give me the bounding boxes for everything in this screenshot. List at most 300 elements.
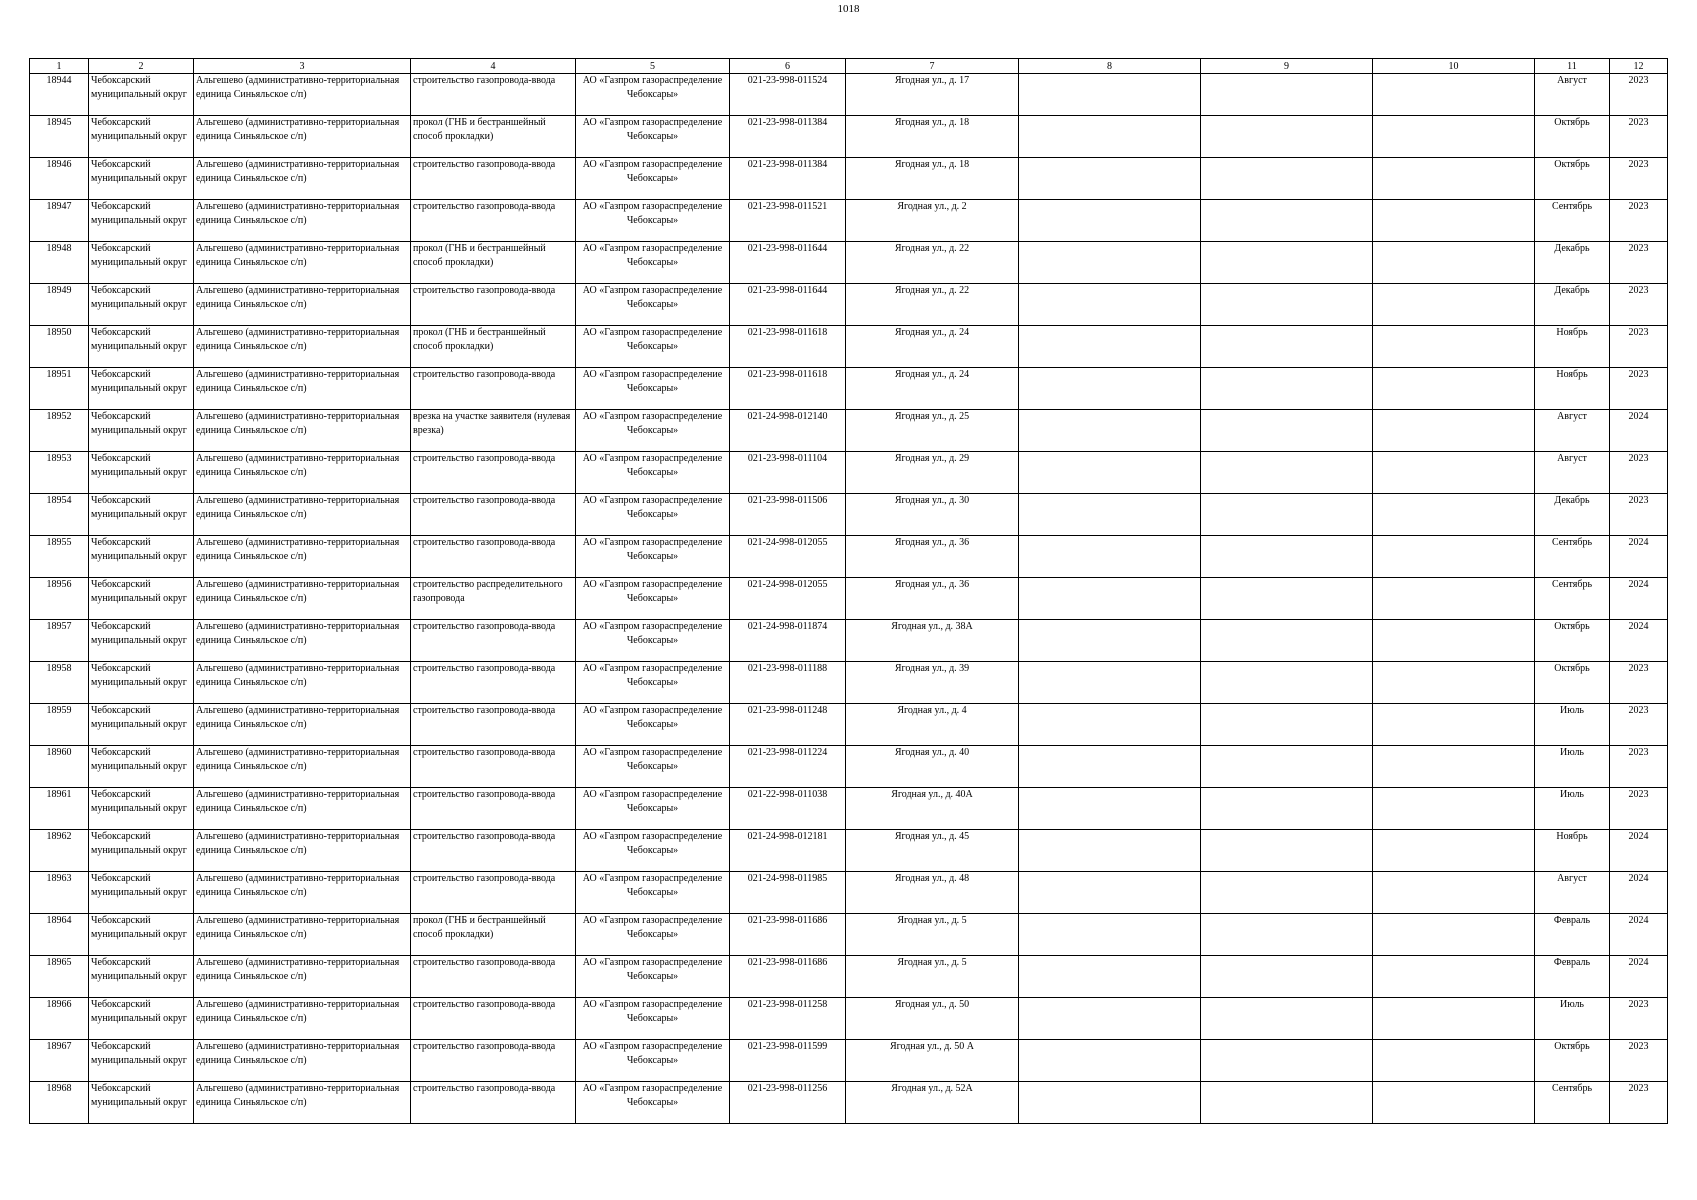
row-number-text: 18958 (46, 663, 72, 674)
address-cell-text: Ягодная ул., д. 17 (894, 75, 970, 86)
year-cell (1610, 242, 1668, 284)
column-10-cell-text (1375, 956, 1532, 997)
year-cell-text: 2023 (1628, 1041, 1649, 1052)
district-cell-text: Чебоксарский муниципальный округ (91, 663, 187, 688)
organization-cell-text: АО «Газпром газораспределение Чебоксары» (582, 453, 723, 478)
district-cell-text: Чебоксарский муниципальный округ (91, 285, 187, 310)
locality-cell-text: Альгешево (административно-территориальная единица Синьяльское с/п) (196, 705, 400, 730)
table-row (30, 200, 1668, 242)
row-number-text: 18959 (46, 705, 72, 716)
column-9-cell-text (1203, 578, 1370, 619)
column-8-cell-text (1021, 662, 1198, 703)
application-code-cell-text: 021-23-998-011599 (747, 1041, 828, 1052)
year-cell (1610, 1040, 1668, 1082)
address-cell (846, 368, 1019, 410)
organization-cell (576, 368, 730, 410)
year-cell (1610, 746, 1668, 788)
district-cell (89, 1040, 194, 1082)
column-8-cell (1019, 1082, 1201, 1124)
locality-cell-text: Альгешево (административно-территориальная единица Синьяльское с/п) (196, 663, 400, 688)
column-8-cell (1019, 662, 1201, 704)
organization-cell-text: АО «Газпром газораспределение Чебоксары» (582, 537, 723, 562)
year-cell (1610, 788, 1668, 830)
column-9-cell (1201, 368, 1373, 410)
application-code-cell (730, 998, 846, 1040)
column-8-cell (1019, 74, 1201, 116)
work-type-cell (411, 284, 576, 326)
column-header: 12 (1610, 59, 1668, 74)
year-cell (1610, 578, 1668, 620)
application-code-cell (730, 452, 846, 494)
column-8-cell (1019, 788, 1201, 830)
organization-cell (576, 578, 730, 620)
row-number-text: 18962 (46, 831, 72, 842)
year-cell (1610, 74, 1668, 116)
address-cell (846, 914, 1019, 956)
work-type-cell-text: прокол (ГНБ и бестраншейный способ прокладки) (413, 243, 546, 268)
organization-cell-text: АО «Газпром газораспределение Чебоксары» (582, 831, 723, 856)
application-code-cell (730, 704, 846, 746)
application-code-cell (730, 746, 846, 788)
locality-cell (194, 662, 411, 704)
address-cell-text: Ягодная ул., д. 39 (894, 663, 970, 674)
table-row (30, 704, 1668, 746)
column-10-cell (1373, 158, 1535, 200)
column-8-cell-text (1021, 578, 1198, 619)
district-cell-text: Чебоксарский муниципальный округ (91, 747, 187, 772)
month-cell (1535, 74, 1610, 116)
table-row (30, 284, 1668, 326)
address-cell-text: Ягодная ул., д. 25 (894, 411, 970, 422)
locality-cell-text: Альгешево (административно-территориальная единица Синьяльское с/п) (196, 747, 400, 772)
address-cell (846, 410, 1019, 452)
row-number-text: 18967 (46, 1041, 72, 1052)
row-number-text: 18960 (46, 747, 72, 758)
district-cell-text: Чебоксарский муниципальный округ (91, 369, 187, 394)
column-header: 4 (411, 59, 576, 74)
organization-cell-text: АО «Газпром газораспределение Чебоксары» (582, 411, 723, 436)
column-header: 6 (730, 59, 846, 74)
application-code-cell-text: 021-23-998-011506 (747, 495, 828, 506)
month-cell-text: Октябрь (1554, 1041, 1590, 1052)
month-cell (1535, 116, 1610, 158)
column-9-cell-text (1203, 746, 1370, 787)
organization-cell (576, 452, 730, 494)
application-code-cell (730, 200, 846, 242)
address-cell-text: Ягодная ул., д. 22 (894, 285, 970, 296)
work-type-cell (411, 242, 576, 284)
address-cell (846, 578, 1019, 620)
application-code-cell-text: 021-24-998-012055 (747, 537, 828, 548)
row-number-text: 18955 (46, 537, 72, 548)
district-cell-text: Чебоксарский муниципальный округ (91, 873, 187, 898)
column-10-cell (1373, 242, 1535, 284)
work-type-cell-text: строительство газопровода-ввода (413, 159, 556, 170)
district-cell (89, 578, 194, 620)
organization-cell (576, 620, 730, 662)
column-10-cell-text (1375, 704, 1532, 745)
application-code-cell-text: 021-24-998-011874 (747, 621, 828, 632)
column-8-cell (1019, 410, 1201, 452)
row-number-text: 18963 (46, 873, 72, 884)
district-cell-text: Чебоксарский муниципальный округ (91, 201, 187, 226)
locality-cell (194, 242, 411, 284)
row-number (30, 872, 89, 914)
row-number (30, 830, 89, 872)
row-number (30, 1082, 89, 1124)
district-cell-text: Чебоксарский муниципальный округ (91, 999, 187, 1024)
application-code-cell-text: 021-23-998-011686 (747, 957, 828, 968)
year-cell-text: 2023 (1628, 495, 1649, 506)
year-cell (1610, 410, 1668, 452)
district-cell-text: Чебоксарский муниципальный округ (91, 1083, 187, 1108)
district-cell (89, 410, 194, 452)
organization-cell (576, 116, 730, 158)
row-number (30, 452, 89, 494)
column-8-cell (1019, 242, 1201, 284)
work-type-cell-text: строительство газопровода-ввода (413, 957, 556, 968)
work-type-cell-text: строительство газопровода-ввода (413, 495, 556, 506)
locality-cell-text: Альгешево (административно-территориальная единица Синьяльское с/п) (196, 117, 400, 142)
application-code-cell-text: 021-23-998-011224 (747, 747, 828, 758)
table-row (30, 998, 1668, 1040)
district-cell (89, 704, 194, 746)
work-type-cell-text: врезка на участке заявителя (нулевая врезка) (413, 411, 571, 436)
column-10-cell (1373, 746, 1535, 788)
table-row (30, 1082, 1668, 1124)
table-row (30, 452, 1668, 494)
month-cell-text: Август (1557, 873, 1587, 884)
column-9-cell (1201, 200, 1373, 242)
district-cell (89, 452, 194, 494)
work-type-cell (411, 1082, 576, 1124)
work-type-cell (411, 914, 576, 956)
column-10-cell-text (1375, 1040, 1532, 1081)
application-code-cell (730, 410, 846, 452)
column-9-cell (1201, 74, 1373, 116)
month-cell-text: Ноябрь (1556, 327, 1588, 338)
district-cell (89, 158, 194, 200)
locality-cell (194, 410, 411, 452)
work-type-cell-text: строительство газопровода-ввода (413, 999, 556, 1010)
organization-cell-text: АО «Газпром газораспределение Чебоксары» (582, 915, 723, 940)
organization-cell (576, 326, 730, 368)
year-cell (1610, 368, 1668, 410)
locality-cell (194, 788, 411, 830)
column-8-cell-text (1021, 704, 1198, 745)
address-cell-text: Ягодная ул., д. 24 (894, 369, 970, 380)
table-row (30, 536, 1668, 578)
column-8-cell-text (1021, 494, 1198, 535)
address-cell (846, 1082, 1019, 1124)
application-code-cell-text: 021-23-998-011686 (747, 915, 828, 926)
work-type-cell-text: строительство газопровода-ввода (413, 1041, 556, 1052)
locality-cell (194, 326, 411, 368)
column-10-cell-text (1375, 662, 1532, 703)
address-cell (846, 620, 1019, 662)
locality-cell (194, 368, 411, 410)
month-cell-text: Февраль (1553, 957, 1591, 968)
organization-cell-text: АО «Газпром газораспределение Чебоксары» (582, 999, 723, 1024)
organization-cell-text: АО «Газпром газораспределение Чебоксары» (582, 663, 723, 688)
work-type-cell (411, 158, 576, 200)
month-cell-text: Ноябрь (1556, 369, 1588, 380)
year-cell-text: 2023 (1628, 369, 1649, 380)
work-type-cell (411, 578, 576, 620)
locality-cell-text: Альгешево (административно-территориальная единица Синьяльское с/п) (196, 999, 400, 1024)
month-cell (1535, 494, 1610, 536)
column-9-cell-text (1203, 704, 1370, 745)
locality-cell-text: Альгешево (административно-территориальная единица Синьяльское с/п) (196, 1083, 400, 1108)
application-code-cell (730, 74, 846, 116)
address-cell (846, 1040, 1019, 1082)
address-cell (846, 326, 1019, 368)
row-number-text: 18947 (46, 201, 72, 212)
district-cell (89, 74, 194, 116)
row-number (30, 326, 89, 368)
address-cell (846, 704, 1019, 746)
work-type-cell (411, 830, 576, 872)
locality-cell-text: Альгешево (административно-территориальная единица Синьяльское с/п) (196, 789, 400, 814)
work-type-cell (411, 200, 576, 242)
district-cell-text: Чебоксарский муниципальный округ (91, 159, 187, 184)
table-row (30, 116, 1668, 158)
locality-cell-text: Альгешево (административно-территориальная единица Синьяльское с/п) (196, 159, 400, 184)
month-cell-text: Октябрь (1554, 663, 1590, 674)
work-type-cell-text: строительство газопровода-ввода (413, 75, 556, 86)
address-cell (846, 494, 1019, 536)
row-number-text: 18950 (46, 327, 72, 338)
month-cell (1535, 914, 1610, 956)
row-number (30, 200, 89, 242)
column-10-cell (1373, 326, 1535, 368)
district-cell (89, 242, 194, 284)
work-type-cell (411, 536, 576, 578)
column-10-cell (1373, 1082, 1535, 1124)
organization-cell (576, 74, 730, 116)
row-number (30, 578, 89, 620)
column-8-cell-text (1021, 158, 1198, 199)
district-cell-text: Чебоксарский муниципальный округ (91, 915, 187, 940)
row-number-text: 18952 (46, 411, 72, 422)
work-type-cell-text: строительство газопровода-ввода (413, 621, 556, 632)
application-code-cell (730, 284, 846, 326)
month-cell-text: Август (1557, 453, 1587, 464)
column-10-cell-text (1375, 1082, 1532, 1123)
organization-cell-text: АО «Газпром газораспределение Чебоксары» (582, 495, 723, 520)
column-8-cell (1019, 536, 1201, 578)
row-number (30, 956, 89, 998)
column-10-cell (1373, 1040, 1535, 1082)
column-8-cell-text (1021, 620, 1198, 661)
row-number (30, 158, 89, 200)
column-9-cell (1201, 284, 1373, 326)
year-cell-text: 2023 (1628, 999, 1649, 1010)
column-9-cell-text (1203, 284, 1370, 325)
district-cell (89, 872, 194, 914)
column-9-cell-text (1203, 326, 1370, 367)
work-type-cell-text: строительство газопровода-ввода (413, 747, 556, 758)
work-type-cell (411, 998, 576, 1040)
row-number (30, 536, 89, 578)
address-cell-text: Ягодная ул., д. 5 (897, 957, 967, 968)
address-cell (846, 872, 1019, 914)
work-type-cell-text: строительство газопровода-ввода (413, 369, 556, 380)
month-cell-text: Июль (1560, 747, 1584, 758)
row-number-text: 18945 (46, 117, 72, 128)
locality-cell-text: Альгешево (административно-территориальная единица Синьяльское с/п) (196, 75, 400, 100)
locality-cell-text: Альгешево (административно-территориальная единица Синьяльское с/п) (196, 285, 400, 310)
year-cell (1610, 494, 1668, 536)
month-cell (1535, 242, 1610, 284)
year-cell-text: 2023 (1628, 285, 1649, 296)
column-header: 3 (194, 59, 411, 74)
address-cell-text: Ягодная ул., д. 52А (891, 1083, 973, 1094)
locality-cell-text: Альгешево (административно-территориальная единица Синьяльское с/п) (196, 873, 400, 898)
column-9-cell (1201, 536, 1373, 578)
year-cell (1610, 200, 1668, 242)
year-cell (1610, 704, 1668, 746)
row-number (30, 74, 89, 116)
application-code-cell-text: 021-24-998-011985 (747, 873, 828, 884)
year-cell (1610, 620, 1668, 662)
district-cell (89, 284, 194, 326)
month-cell (1535, 704, 1610, 746)
organization-cell-text: АО «Газпром газораспределение Чебоксары» (582, 747, 723, 772)
organization-cell (576, 1082, 730, 1124)
column-8-cell-text (1021, 830, 1198, 871)
column-10-cell-text (1375, 536, 1532, 577)
row-number-text: 18953 (46, 453, 72, 464)
organization-cell-text: АО «Газпром газораспределение Чебоксары» (582, 75, 723, 100)
year-cell-text: 2023 (1628, 117, 1649, 128)
column-9-cell-text (1203, 368, 1370, 409)
row-number (30, 368, 89, 410)
row-number (30, 914, 89, 956)
column-10-cell (1373, 74, 1535, 116)
application-code-cell (730, 620, 846, 662)
column-9-cell (1201, 158, 1373, 200)
district-cell-text: Чебоксарский муниципальный округ (91, 831, 187, 856)
column-8-cell (1019, 746, 1201, 788)
locality-cell-text: Альгешево (административно-территориальная единица Синьяльское с/п) (196, 495, 400, 520)
column-9-cell-text (1203, 494, 1370, 535)
table-row (30, 746, 1668, 788)
year-cell (1610, 872, 1668, 914)
locality-cell (194, 704, 411, 746)
application-code-cell (730, 872, 846, 914)
row-number-text: 18968 (46, 1083, 72, 1094)
organization-cell (576, 242, 730, 284)
row-number-text: 18948 (46, 243, 72, 254)
column-8-cell-text (1021, 326, 1198, 367)
column-9-cell-text (1203, 200, 1370, 241)
work-type-cell (411, 956, 576, 998)
district-cell (89, 998, 194, 1040)
application-code-cell-text: 021-23-998-011248 (747, 705, 828, 716)
locality-cell (194, 998, 411, 1040)
district-cell-text: Чебоксарский муниципальный округ (91, 705, 187, 730)
district-cell-text: Чебоксарский муниципальный округ (91, 957, 187, 982)
organization-cell-text: АО «Газпром газораспределение Чебоксары» (582, 621, 723, 646)
organization-cell-text: АО «Газпром газораспределение Чебоксары» (582, 243, 723, 268)
column-9-cell (1201, 452, 1373, 494)
column-8-cell (1019, 914, 1201, 956)
application-code-cell (730, 242, 846, 284)
column-10-cell-text (1375, 914, 1532, 955)
application-code-cell (730, 368, 846, 410)
year-cell-text: 2023 (1628, 201, 1649, 212)
column-10-cell-text (1375, 620, 1532, 661)
work-type-cell (411, 410, 576, 452)
address-cell (846, 788, 1019, 830)
locality-cell-text: Альгешево (административно-территориальная единица Синьяльское с/п) (196, 621, 400, 646)
column-8-cell (1019, 200, 1201, 242)
column-9-cell (1201, 956, 1373, 998)
table-row (30, 410, 1668, 452)
work-type-cell (411, 494, 576, 536)
address-cell (846, 158, 1019, 200)
row-number (30, 116, 89, 158)
work-type-cell (411, 326, 576, 368)
organization-cell-text: АО «Газпром газораспределение Чебоксары» (582, 1041, 723, 1066)
organization-cell-text: АО «Газпром газораспределение Чебоксары» (582, 327, 723, 352)
month-cell-text: Декабрь (1554, 243, 1590, 254)
district-cell (89, 326, 194, 368)
column-8-cell (1019, 494, 1201, 536)
year-cell-text: 2023 (1628, 1083, 1649, 1094)
year-cell-text: 2023 (1628, 75, 1649, 86)
row-number-text: 18957 (46, 621, 72, 632)
row-number-text: 18956 (46, 579, 72, 590)
row-number-text: 18946 (46, 159, 72, 170)
month-cell (1535, 872, 1610, 914)
application-code-cell (730, 536, 846, 578)
month-cell-text: Октябрь (1554, 159, 1590, 170)
month-cell (1535, 200, 1610, 242)
column-9-cell-text (1203, 74, 1370, 115)
year-cell (1610, 956, 1668, 998)
month-cell-text: Сентябрь (1551, 537, 1593, 548)
column-10-cell-text (1375, 578, 1532, 619)
address-cell (846, 998, 1019, 1040)
year-cell-text: 2024 (1628, 957, 1649, 968)
year-cell (1610, 158, 1668, 200)
locality-cell-text: Альгешево (административно-территориальная единица Синьяльское с/п) (196, 579, 400, 604)
month-cell-text: Август (1557, 75, 1587, 86)
column-10-cell (1373, 998, 1535, 1040)
column-10-cell (1373, 788, 1535, 830)
month-cell (1535, 326, 1610, 368)
registry-table (29, 58, 1668, 1124)
year-cell-text: 2023 (1628, 705, 1649, 716)
address-cell (846, 746, 1019, 788)
column-9-cell (1201, 872, 1373, 914)
table-row (30, 74, 1668, 116)
column-10-cell (1373, 116, 1535, 158)
column-8-cell-text (1021, 200, 1198, 241)
organization-cell (576, 200, 730, 242)
column-9-cell-text (1203, 1082, 1370, 1123)
work-type-cell (411, 662, 576, 704)
column-8-cell (1019, 158, 1201, 200)
column-9-cell-text (1203, 914, 1370, 955)
district-cell-text: Чебоксарский муниципальный округ (91, 327, 187, 352)
address-cell-text: Ягодная ул., д. 24 (894, 327, 970, 338)
table-row (30, 872, 1668, 914)
column-10-cell (1373, 578, 1535, 620)
address-cell (846, 284, 1019, 326)
